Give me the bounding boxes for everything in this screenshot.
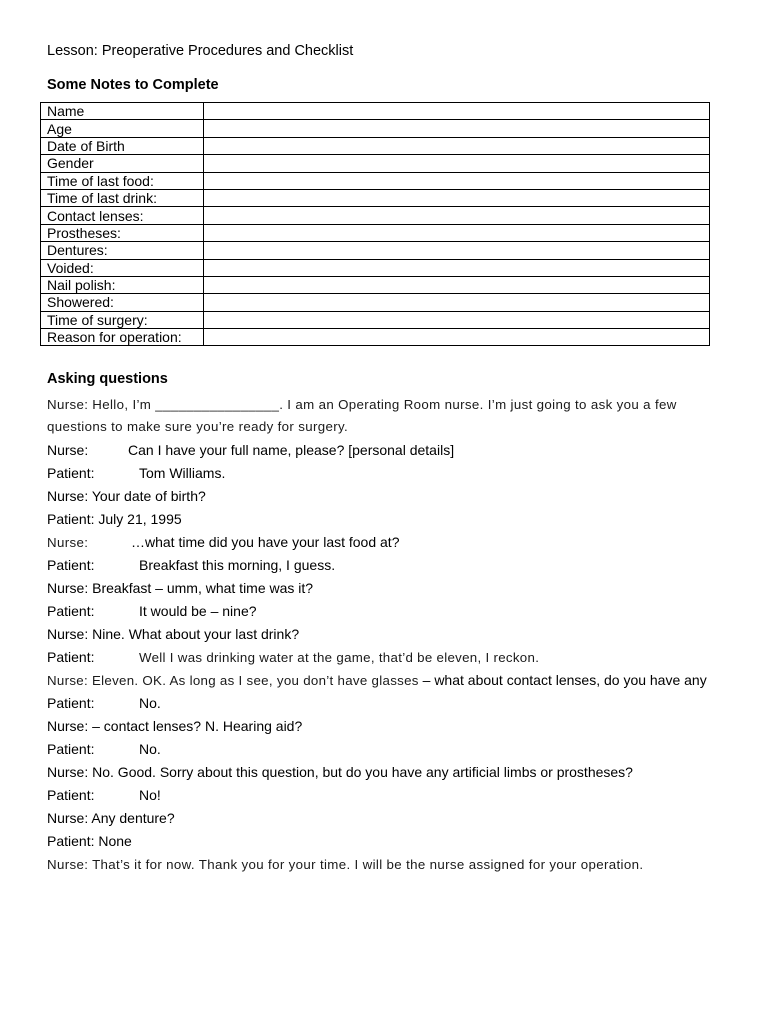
row-label: Dentures: (41, 242, 204, 259)
dialogue-line (47, 786, 161, 804)
row-label: Time of surgery: (41, 311, 204, 328)
utterance: Can I have your full name, please? [personal details] (128, 442, 455, 458)
utterance: No! (139, 787, 161, 803)
utterance: No. (139, 695, 161, 711)
speaker: Patient: (47, 787, 95, 803)
row-value (204, 137, 710, 154)
row-value (204, 172, 710, 189)
row-value (204, 189, 710, 206)
dialogue-line (47, 464, 225, 482)
table-row (41, 294, 710, 311)
speaker: Patient: (47, 557, 95, 573)
table-row (41, 189, 710, 206)
row-label: Name (41, 103, 204, 120)
table-row (41, 155, 710, 172)
row-value (204, 329, 710, 346)
utterance-part: Nurse: Eleven. OK. As long as I see, you don’t have glasses (47, 673, 419, 688)
row-value (204, 294, 710, 311)
dialogue-line (47, 740, 161, 758)
row-label: Contact lenses: (41, 207, 204, 224)
table-row (41, 259, 710, 276)
row-value (204, 155, 710, 172)
utterance: No. (139, 741, 161, 757)
speaker: Patient: (47, 603, 95, 619)
dialogue-line: Nurse: Breakfast – umm, what time was it? (47, 580, 314, 596)
questions-heading: Asking questions (47, 371, 168, 387)
table-row (41, 137, 710, 154)
row-label: Prostheses: (41, 224, 204, 241)
row-value (204, 259, 710, 276)
dialogue-line: Nurse: – contact lenses? N. Hearing aid? (47, 718, 303, 734)
dialogue-line (47, 602, 257, 620)
utterance: It would be – nine? (139, 603, 257, 619)
dialogue-line: Nurse: Your date of birth? (47, 488, 206, 504)
dialogue-line: Nurse: That’s it for now. Thank you for your time. I will be the nurse assigned for your operation. (47, 857, 644, 872)
dialogue-line-intro: Nurse: Hello, I’m ________________. I am an Operating Room nurse. I’m just going to ask you a few (47, 397, 677, 412)
speaker: Patient: (47, 649, 95, 665)
row-label: Age (41, 120, 204, 137)
speaker: Patient: (47, 741, 95, 757)
row-label: Voided: (41, 259, 204, 276)
row-label: Time of last food: (41, 172, 204, 189)
row-value (204, 311, 710, 328)
row-value (204, 276, 710, 293)
dialogue-line: Patient: July 21, 1995 (47, 511, 182, 527)
utterance: …what time did you have your last food at? (131, 534, 400, 550)
row-value (204, 103, 710, 120)
speaker: Patient: (47, 695, 95, 711)
utterance-part: – what about contact lenses, do you have any (418, 672, 707, 688)
table-row (41, 311, 710, 328)
row-label: Reason for operation: (41, 329, 204, 346)
dialogue-line: Nurse: No. Good. Sorry about this question, but do you have any artificial limbs or prostheses? (47, 764, 633, 780)
dialogue-line (47, 648, 539, 667)
row-label: Time of last drink: (41, 189, 204, 206)
table-row (41, 103, 710, 120)
row-value (204, 207, 710, 224)
table-row (41, 276, 710, 293)
notes-table (40, 102, 710, 346)
utterance: Well I was drinking water at the game, that’d be eleven, I reckon. (139, 650, 540, 665)
speaker: Patient: (47, 465, 95, 481)
lesson-title: Lesson: Preoperative Procedures and Checklist (47, 43, 354, 59)
dialogue-line: Nurse: Nine. What about your last drink? (47, 626, 300, 642)
table-row (41, 242, 710, 259)
notes-heading: Some Notes to Complete (47, 77, 219, 93)
dialogue-line (47, 441, 454, 459)
speaker: Nurse: (47, 535, 89, 550)
row-label: Showered: (41, 294, 204, 311)
table-row (41, 224, 710, 241)
dialogue-line (47, 533, 399, 552)
table-row (41, 207, 710, 224)
table-row (41, 172, 710, 189)
dialogue-line (47, 694, 161, 712)
table-row (41, 329, 710, 346)
speaker: Nurse: (47, 442, 89, 458)
row-value (204, 224, 710, 241)
row-label: Nail polish: (41, 276, 204, 293)
dialogue-line: Nurse: Any denture? (47, 810, 175, 826)
dialogue-line (47, 556, 335, 574)
dialogue-line: Patient: None (47, 833, 132, 849)
row-label: Gender (41, 155, 204, 172)
dialogue-line-intro-cont: questions to make sure you’re ready for surgery. (47, 419, 349, 434)
utterance: Breakfast this morning, I guess. (139, 557, 336, 573)
row-value (204, 120, 710, 137)
utterance: Tom Williams. (139, 465, 226, 481)
table-row (41, 120, 710, 137)
row-label: Date of Birth (41, 137, 204, 154)
row-value (204, 242, 710, 259)
dialogue-line (47, 671, 707, 690)
